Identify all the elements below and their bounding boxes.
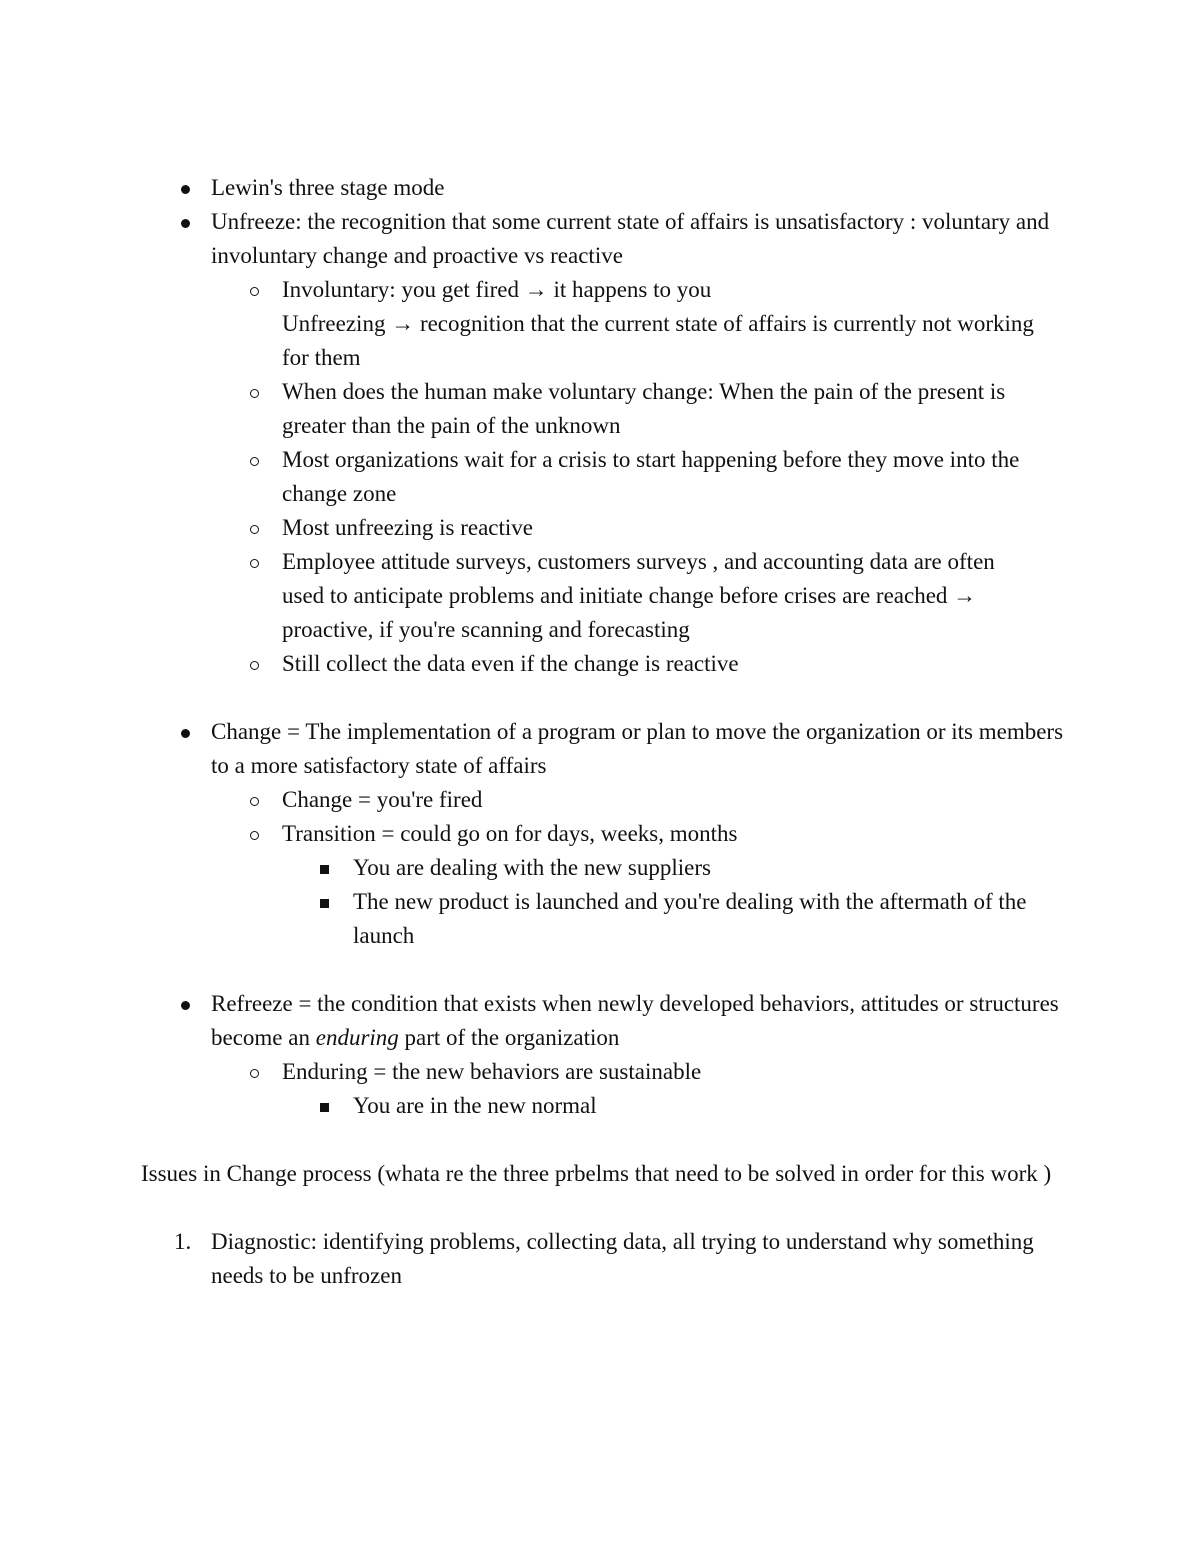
bullet-dot-icon [181,219,190,228]
list-item [0,171,1071,205]
list-item-text: Change = The implementation of a program or plan to move the organization or its members to a more satisfactory state of affairs [211,719,1064,778]
sub-list-item [0,647,1042,681]
sub-list-item [0,375,1042,443]
spacer [0,1123,1200,1157]
bullet-ring-icon [250,831,259,840]
bullet-list-change [0,715,1200,953]
bullet-square-icon [320,865,329,874]
list-item-text: Unfreeze: the recognition that some current state of affairs is unsatisfactory : voluntary and involuntary change and proactive vs reactive [211,209,1050,268]
numbered-list-issues [0,1225,1200,1293]
list-item-text: Unfreezing → recognition that the current state of affairs is currently not working for them [282,311,1034,370]
bullet-dot-icon [181,1001,190,1010]
list-item-text: When does the human make voluntary change: When the pain of the present is greater than the pain of the unknown [282,379,1006,438]
bullet-square-icon [320,899,329,908]
list-item-text: You are in the new normal [353,1093,597,1118]
refreeze-text-start: Refreeze = the condition that exists when newly developed behaviors, attitudes or structures become an [211,991,1059,1050]
spacer [0,681,1200,715]
list-item-text: Lewin's three stage mode [211,175,445,200]
sub-sub-list-item [0,885,1053,953]
bullet-ring-icon [250,559,259,568]
list-item-text [211,991,1059,1050]
bullet-ring-icon [250,797,259,806]
issues-heading: Issues in Change process (whata re the three prbelms that need to be solved in order for this work ) [141,1161,1052,1186]
list-item [0,987,1071,1055]
list-item [0,205,1071,273]
bullet-ring-icon [250,457,259,466]
sub-list-item [0,511,1042,545]
list-item-text: Enduring = the new behaviors are sustainable [282,1059,702,1084]
list-item [0,715,1071,783]
list-item-text: Employee attitude surveys, customers surveys , and accounting data are often used to anticipate problems and initiate change before crises are reached → proactive, if you're scanning and forecasting [282,549,995,642]
sub-list-item [0,273,1042,307]
list-item-text: Most unfreezing is reactive [282,515,533,540]
numbered-list-item [0,1225,1071,1293]
list-item-text: Most organizations wait for a crisis to start happening before they move into the change zone [282,447,1020,506]
bullet-ring-icon [250,1069,259,1078]
list-item-text: The new product is launched and you're dealing with the aftermath of the launch [353,889,1027,948]
sub-sub-list-item [0,1089,1053,1123]
sub-list-item [0,443,1042,511]
bullet-ring-icon [250,389,259,398]
bullet-ring-icon [250,287,259,296]
bullet-list-unfreeze [0,171,1200,681]
sub-sub-list-item [0,851,1053,885]
sub-list-item [0,1055,1042,1089]
document-body [0,171,1200,1293]
sub-list-item [0,817,1042,851]
bullet-ring-icon [250,525,259,534]
list-item-text: Transition = could go on for days, weeks, months [282,821,738,846]
sub-list-item [0,783,1042,817]
bullet-dot-icon [181,185,190,194]
bullet-ring-icon [250,661,259,670]
list-item-text: Involuntary: you get fired → it happens to you [282,277,712,302]
sub-list-item [0,545,1042,647]
spacer [0,953,1200,987]
bullet-square-icon [320,1103,329,1112]
list-item-text: You are dealing with the new suppliers [353,855,711,880]
list-item-text: Still collect the data even if the change is reactive [282,651,739,676]
list-number: 1. [174,1229,192,1254]
sub-list-continuation [0,307,1042,375]
bullet-list-refreeze [0,987,1200,1123]
refreeze-text-end: part of the organization [398,1025,620,1050]
list-item-text: Change = you're fired [282,787,483,812]
list-item-text: Diagnostic: identifying problems, collecting data, all trying to understand why something needs to be unfrozen [211,1229,1034,1288]
emphasized-word: enduring [315,1025,399,1050]
spacer [0,1191,1200,1225]
bullet-dot-icon [181,729,190,738]
